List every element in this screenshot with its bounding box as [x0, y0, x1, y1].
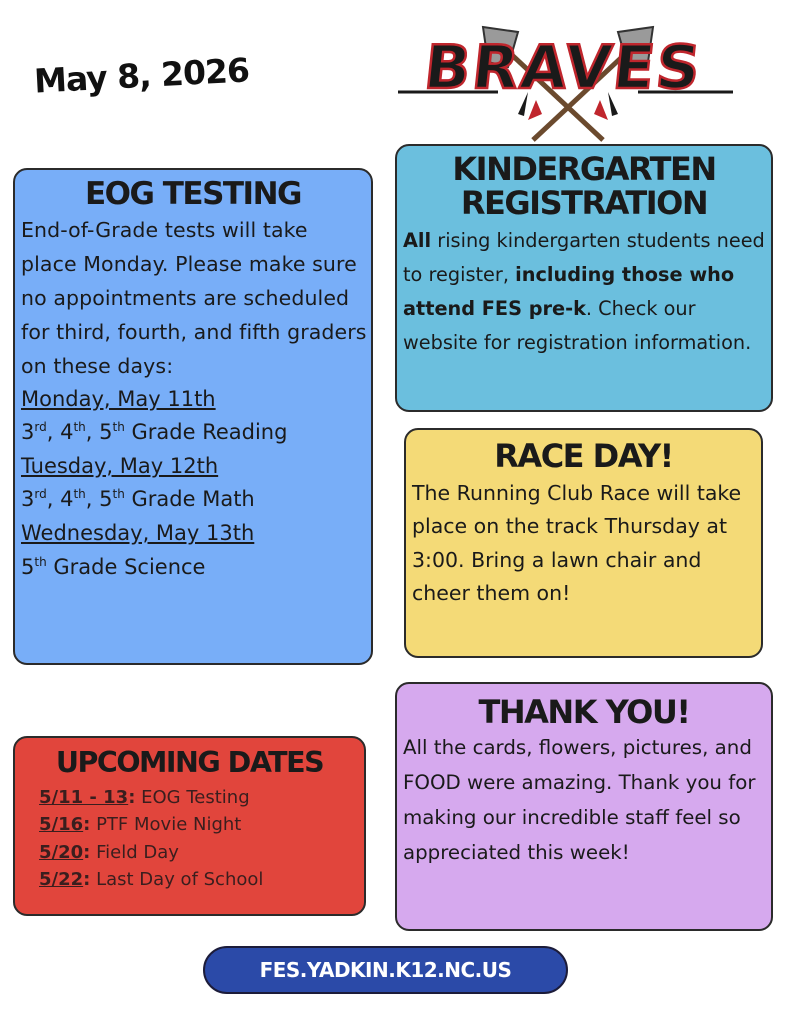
eog-testing-card: [13, 168, 373, 665]
braves-logo-text: BRAVES: [421, 33, 706, 103]
list-item: 5/11 - 13: EOG Testing: [39, 786, 250, 808]
kindergarten-text: All rising kindergarten students need to register, including those who attend FES pre-k. Check our website for registration information.: [403, 229, 765, 355]
race-title: RACE DAY!: [494, 437, 673, 475]
kindergarten-title: KINDERGARTEN REGISTRATION: [452, 150, 716, 222]
eog-subject-1: 3rd, 4th, 5th Grade Reading: [21, 420, 288, 445]
eog-subject-2: 3rd, 4th, 5th Grade Math: [21, 487, 255, 512]
thanks-title: THANK YOU!: [478, 693, 690, 731]
eog-subject-3: 5th Grade Science: [21, 554, 206, 579]
list-item: 5/20: Field Day: [39, 841, 179, 863]
upcoming-list: [15, 784, 364, 894]
braves-logo: [388, 22, 748, 147]
newsletter-date: May 8, 2026: [33, 50, 250, 101]
eog-title: EOG TESTING: [85, 176, 301, 212]
eog-intro: End-of-Grade tests will take place Monday. Please make sure no appointments are scheduled for third, fourth, and fifth graders on these days:: [21, 217, 367, 378]
upcoming-dates-card: [13, 736, 366, 916]
list-item: 5/22: Last Day of School: [39, 869, 264, 891]
kindergarten-registration-card: [395, 144, 773, 412]
list-item: 5/16: PTF Movie Night: [39, 814, 242, 836]
thanks-text: All the cards, flowers, pictures, and FOOD were amazing. Thank you for making our incredible staff feel so appreciated this week!: [403, 735, 756, 864]
eog-day-2: Tuesday, May 12th: [21, 453, 219, 478]
race-text: The Running Club Race will take place on the track Thursday at 3:00. Bring a lawn chair and cheer them on!: [412, 480, 742, 606]
website-link[interactable]: FES.YADKIN.K12.NC.US: [203, 946, 568, 994]
thank-you-card: [395, 682, 773, 931]
eog-day-1: Monday, May 11th: [21, 386, 216, 411]
eog-day-3: Wednesday, May 13th: [21, 520, 255, 545]
race-day-card: [404, 428, 763, 658]
upcoming-title: UPCOMING DATES: [55, 746, 324, 779]
